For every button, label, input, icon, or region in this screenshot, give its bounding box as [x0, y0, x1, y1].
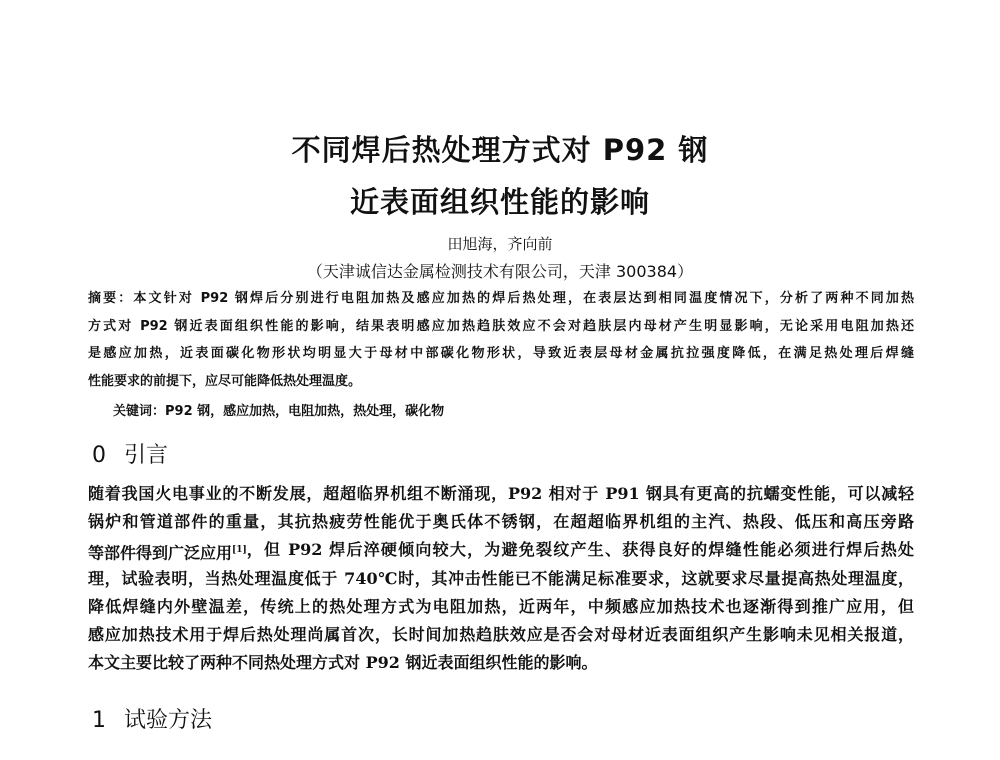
authors: 田旭海，齐向前 [447, 235, 553, 253]
section-title: 试验方法 [124, 708, 213, 733]
abstract-line: 方式对 P92 钢近表面组织性能的影响，结果表明感应加热趋肤效应不会对趋肤层内母材产生明显影响，无论采用电阻加热还 [88, 318, 914, 334]
body-line: 锅炉和管道部件的重量，其抗热疲劳性能优于奥氏体不锈钢，在超超临界机组的主汽、热段、低压和高压旁路 [88, 512, 914, 532]
keywords: 关键词：P92 钢，感应加热，电阻加热，热处理，碳化物 [113, 404, 445, 419]
body-line: 随着我国火电事业的不断发展，超超临界机组不断涌现，P92 相对于 P91 钢具有更高的抗蠕变性能，可以减轻 [88, 484, 914, 503]
abstract-line: 性能要求的前提下，应尽可能降低热处理温度。 [88, 373, 362, 389]
intro-paragraph [88, 482, 914, 679]
paper-title-line1: 不同焊后热处理方式对 P92 钢 [291, 133, 709, 167]
body-line: 理，试验表明，当热处理温度低于 740℃时，其冲击性能已不能满足标准要求，这就要求尽量提高热处理温度， [88, 568, 914, 588]
citation[interactable]: [1] [232, 545, 247, 556]
body-line [88, 538, 914, 566]
body-line: 降低焊缝内外壁温差，传统上的热处理方式为电阻加热，近两年，中频感应加热技术也逐渐得到推广应用，但 [88, 596, 914, 616]
abstract [88, 288, 914, 398]
abstract-line: 摘要：本文针对 P92 钢焊后分别进行电阻加热及感应加热的焊后热处理，在表层达到相同温度情况下，分析了两种不同加热 [88, 291, 914, 306]
body-text: ，但 P92 焊后淬硬倾向较大，为避免裂纹产生、获得良好的焊缝性能必须进行焊后热处 [246, 540, 914, 560]
body-line: 感应加热技术用于焊后热处理尚属首次，长时间加热趋肤效应是否会对母材近表面组织产生影响未见相关报道， [88, 624, 914, 644]
section-number: 1 [92, 708, 106, 733]
section-title: 引言 [124, 443, 169, 468]
section-heading-methods [92, 703, 230, 734]
section-heading-intro [92, 438, 186, 469]
paper-title-line2: 近表面组织性能的影响 [349, 185, 650, 219]
body-text: 等部件得到广泛应用 [88, 543, 233, 563]
affiliation: （天津诚信达金属检测技术有限公司，天津 300384） [306, 262, 694, 281]
abstract-line: 是感应加热，近表面碳化物形状均明显大于母材中部碳化物形状，导致近表层母材金属抗拉强度降低，在满足热处理后焊缝 [88, 346, 914, 361]
section-number: 0 [92, 443, 106, 468]
body-line: 本文主要比较了两种不同热处理方式对 P92 钢近表面组织性能的影响。 [88, 653, 598, 673]
